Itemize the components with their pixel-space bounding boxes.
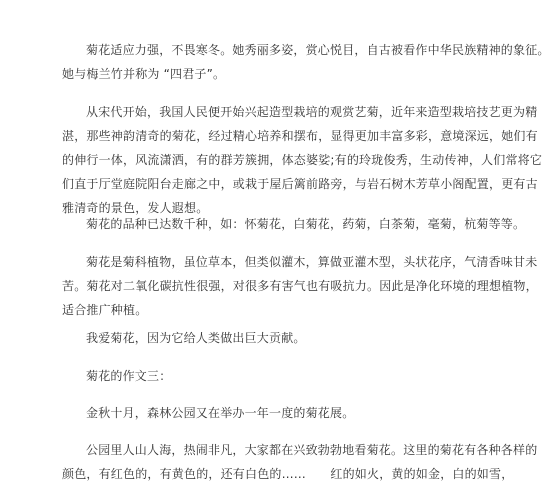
text-line: 菊花适应力强，不畏寒冬。她秀丽多姿，赏心悦目，自古被看作中华民族精神的象征。 (86, 43, 550, 57)
text-line: 菊花是菊科植物，虽位草本，但类似灌木，算做亚灌木型，头状花序，气清香味甘未 (86, 255, 538, 269)
text-line: 她与梅兰竹并称为 “四君子”。 (62, 67, 226, 81)
paragraph-park (62, 438, 538, 486)
text-line: 们直于厅堂庭院阳台走廊之中，或栽于屋后篱前路旁，与岩石树木芳草小阁配置，更有古 (62, 177, 538, 191)
text-line: 的伸行一体，风流潇洒，有的群芳簇拥，体态婆娑;有的玲珑俊秀，生动传神，人们常将它 (62, 153, 543, 167)
paragraph-botany (62, 250, 538, 322)
text-line: 苦。菊花对二氧化碳抗性很强，对很多有害气也有吸抗力。因此是净化环境的理想植物， (62, 279, 538, 293)
paragraph-exhibition (62, 401, 472, 425)
paragraph-love (62, 326, 472, 350)
text-line: 湛，那些神韵清奇的菊花，经过精心培养和摆布，显得更加丰富多彩，意境深远，她们有 (62, 129, 538, 143)
text-line: 适合推广种植。 (62, 303, 148, 317)
text-line: 公园里人山人海，热闹非凡，大家都在兴致勃勃地看菊花。这里的菊花有各种各样的 (86, 443, 538, 457)
paragraph-varieties (62, 212, 526, 236)
text-line: 颜色，有红色的，有黄色的，还有白色的…… 红的如火，黄的如金，白的如雪， (62, 467, 514, 481)
text-line: 菊花的作文三： (86, 369, 172, 383)
essay-heading (62, 364, 472, 388)
text-line: 菊花的品种已达数千种，如：怀菊花，白菊花，药菊，白茶菊，毫菊，杭菊等等。 (86, 217, 526, 231)
paragraph-intro (62, 38, 550, 86)
text-line: 雅清奇的景色，发人遐想。 (62, 201, 209, 215)
paragraph-history (62, 100, 543, 220)
text-line: 金秋十月，森林公园又在举办一年一度的菊花展。 (86, 406, 355, 420)
text-line: 我爱菊花，因为它给人类做出巨大贡献。 (86, 331, 306, 345)
text-line: 从宋代开始，我国人民便开始兴起造型栽培的观赏艺菊，近年来造型栽培技艺更为精 (86, 105, 538, 119)
